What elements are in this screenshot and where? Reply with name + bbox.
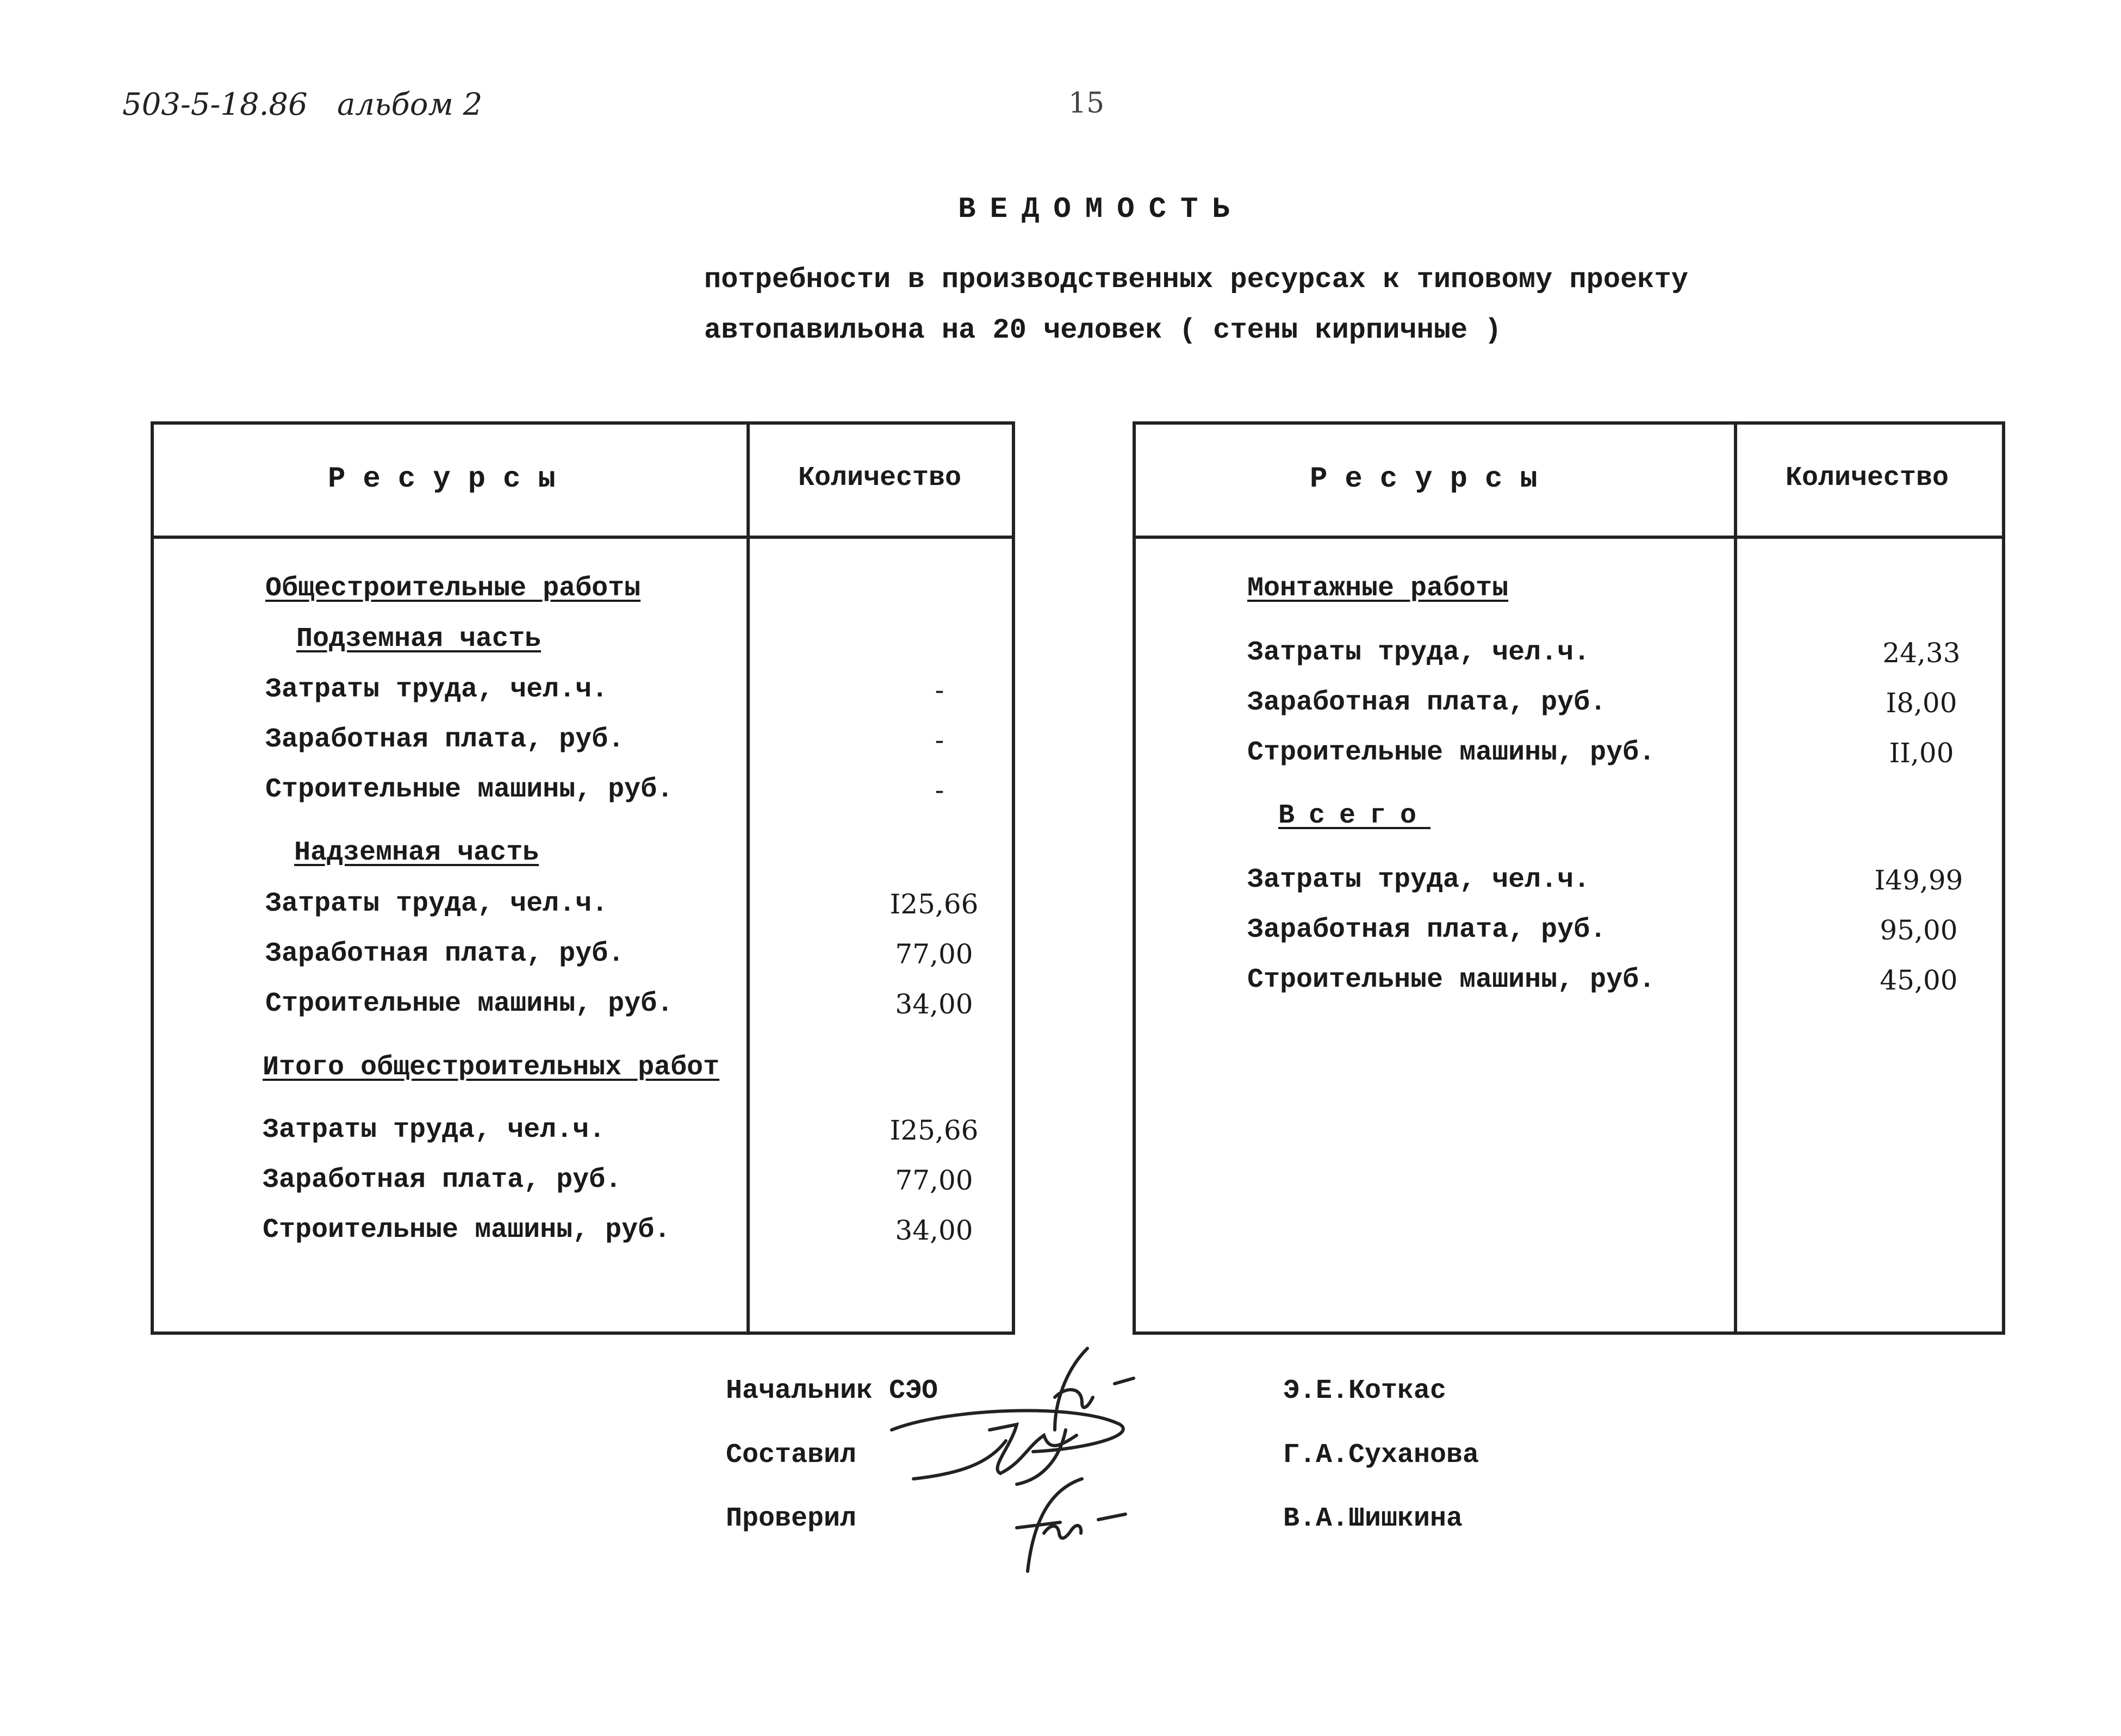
table-header — [154, 425, 1012, 539]
column-divider — [747, 425, 750, 1331]
page-number: 15 — [1068, 87, 1105, 120]
header-quantity: Количество — [1786, 463, 1949, 494]
header-resources: Ресурсы — [328, 463, 573, 496]
table-header — [1136, 425, 2002, 539]
header-quantity: Количество — [798, 463, 962, 494]
subtitle-line-2: автопавильона на 20 человек ( стены кирпичные ) — [704, 314, 1502, 346]
left-table: Ресурсы Количество Общестроительные работы Подземная часть Затраты труда, чел.ч. - Заработная плата, руб. - Строительные машины, руб. - Надземная часть Затраты труда, чел.ч. I25,66 Заработная плата, руб. 77,00 Строительные машины, руб. 34,00 Итого общестроительных работ Затраты труда, чел.ч. I25,66 Заработная плата, руб. 77,00 Строительные машины, руб. 34,00 — [151, 421, 1015, 1335]
album-label: альбом 2 — [337, 87, 483, 122]
name-compiled: Г.А.Суханова — [1283, 1440, 1479, 1471]
document-title: ВЕДОМОСТЬ — [958, 193, 1244, 226]
role-chief: Начальник СЭО — [726, 1376, 938, 1407]
header-resources: Ресурсы — [1310, 463, 1555, 496]
signature-checked — [990, 1468, 1142, 1582]
subtitle-line-1: потребности в производственных ресурсах к типовому проекту — [704, 264, 1688, 296]
right-table: Ресурсы Количество Монтажные работы Затраты труда, чел.ч. 24,33 Заработная плата, руб. I8,00 Строительные машины, руб. II,00 Всего Затраты труда, чел.ч. I49,99 Заработная плата, руб. 95,00 Строительные машины, руб. 45,00 — [1133, 421, 2005, 1335]
name-chief: Э.Е.Коткас — [1283, 1376, 1447, 1407]
role-checked: Проверил — [726, 1503, 857, 1534]
column-divider — [1734, 425, 1737, 1331]
document-code: 503-5-18.86 — [122, 87, 308, 122]
name-checked: В.А.Шишкина — [1283, 1503, 1463, 1534]
role-compiled: Составил — [726, 1440, 857, 1471]
